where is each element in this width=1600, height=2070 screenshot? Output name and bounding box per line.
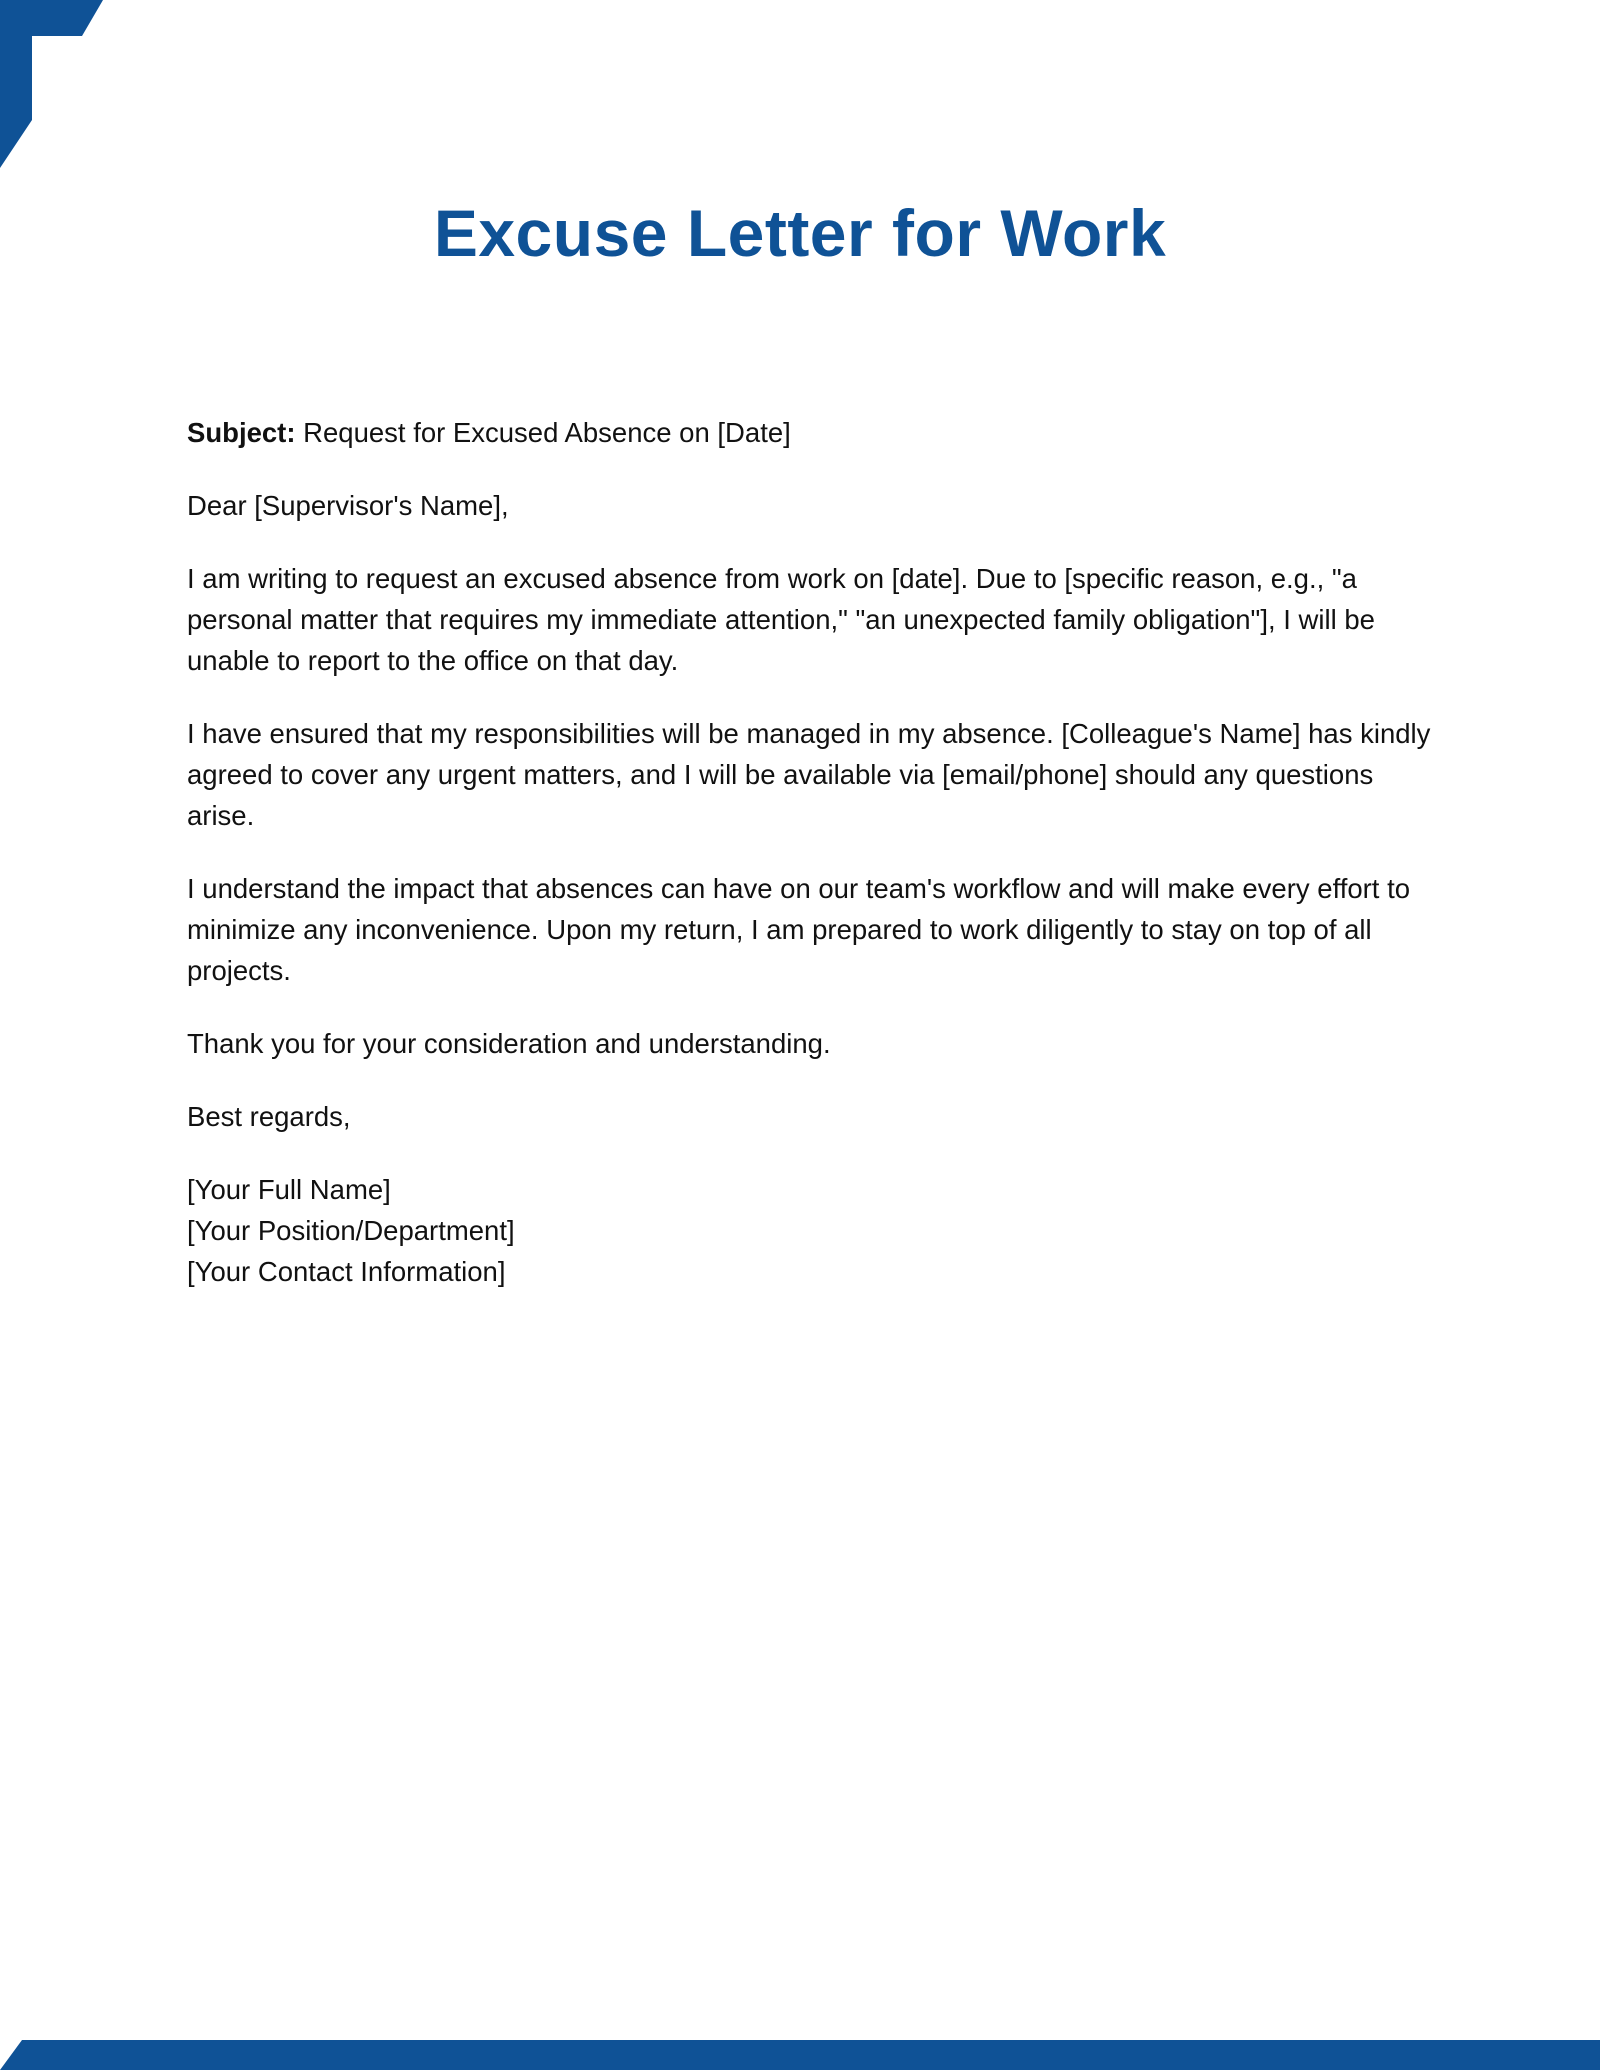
signature-position: [Your Position/Department] [187,1215,515,1246]
signature-name: [Your Full Name] [187,1174,391,1205]
footer-band [0,2040,1600,2070]
signature-block [187,1169,1447,1292]
letter-body [187,412,1447,1292]
paragraph-2: I have ensured that my responsibilities will be managed in my absence. [Colleague's Name] has kindly agreed to cover any urgent matters, and I will be available via [email/phone] should any questions arise. [187,718,1431,831]
salutation: Dear [Supervisor's Name], [187,490,509,521]
paragraph-1: I am writing to request an excused absence from work on [date]. Due to [specific reason, e.g., "a personal matter that requires my immediate attention," "an unexpected family obligation"], I will be unable to report to the office on that day. [187,563,1375,676]
closing: Best regards, [187,1101,351,1132]
subject-text: Request for Excused Absence on [Date] [295,417,791,448]
corner-decoration [0,0,110,175]
subject-label: Subject: [187,417,296,448]
paragraph-4: Thank you for your consideration and understanding. [187,1028,831,1059]
paragraph-3: I understand the impact that absences can have on our team's workflow and will make every effort to minimize any inconvenience. Upon my return, I am prepared to work diligently to stay on top of all projects. [187,873,1411,986]
subject-line [187,412,1447,453]
page-title: Excuse Letter for Work [433,196,1167,270]
signature-contact: [Your Contact Information] [187,1256,506,1287]
